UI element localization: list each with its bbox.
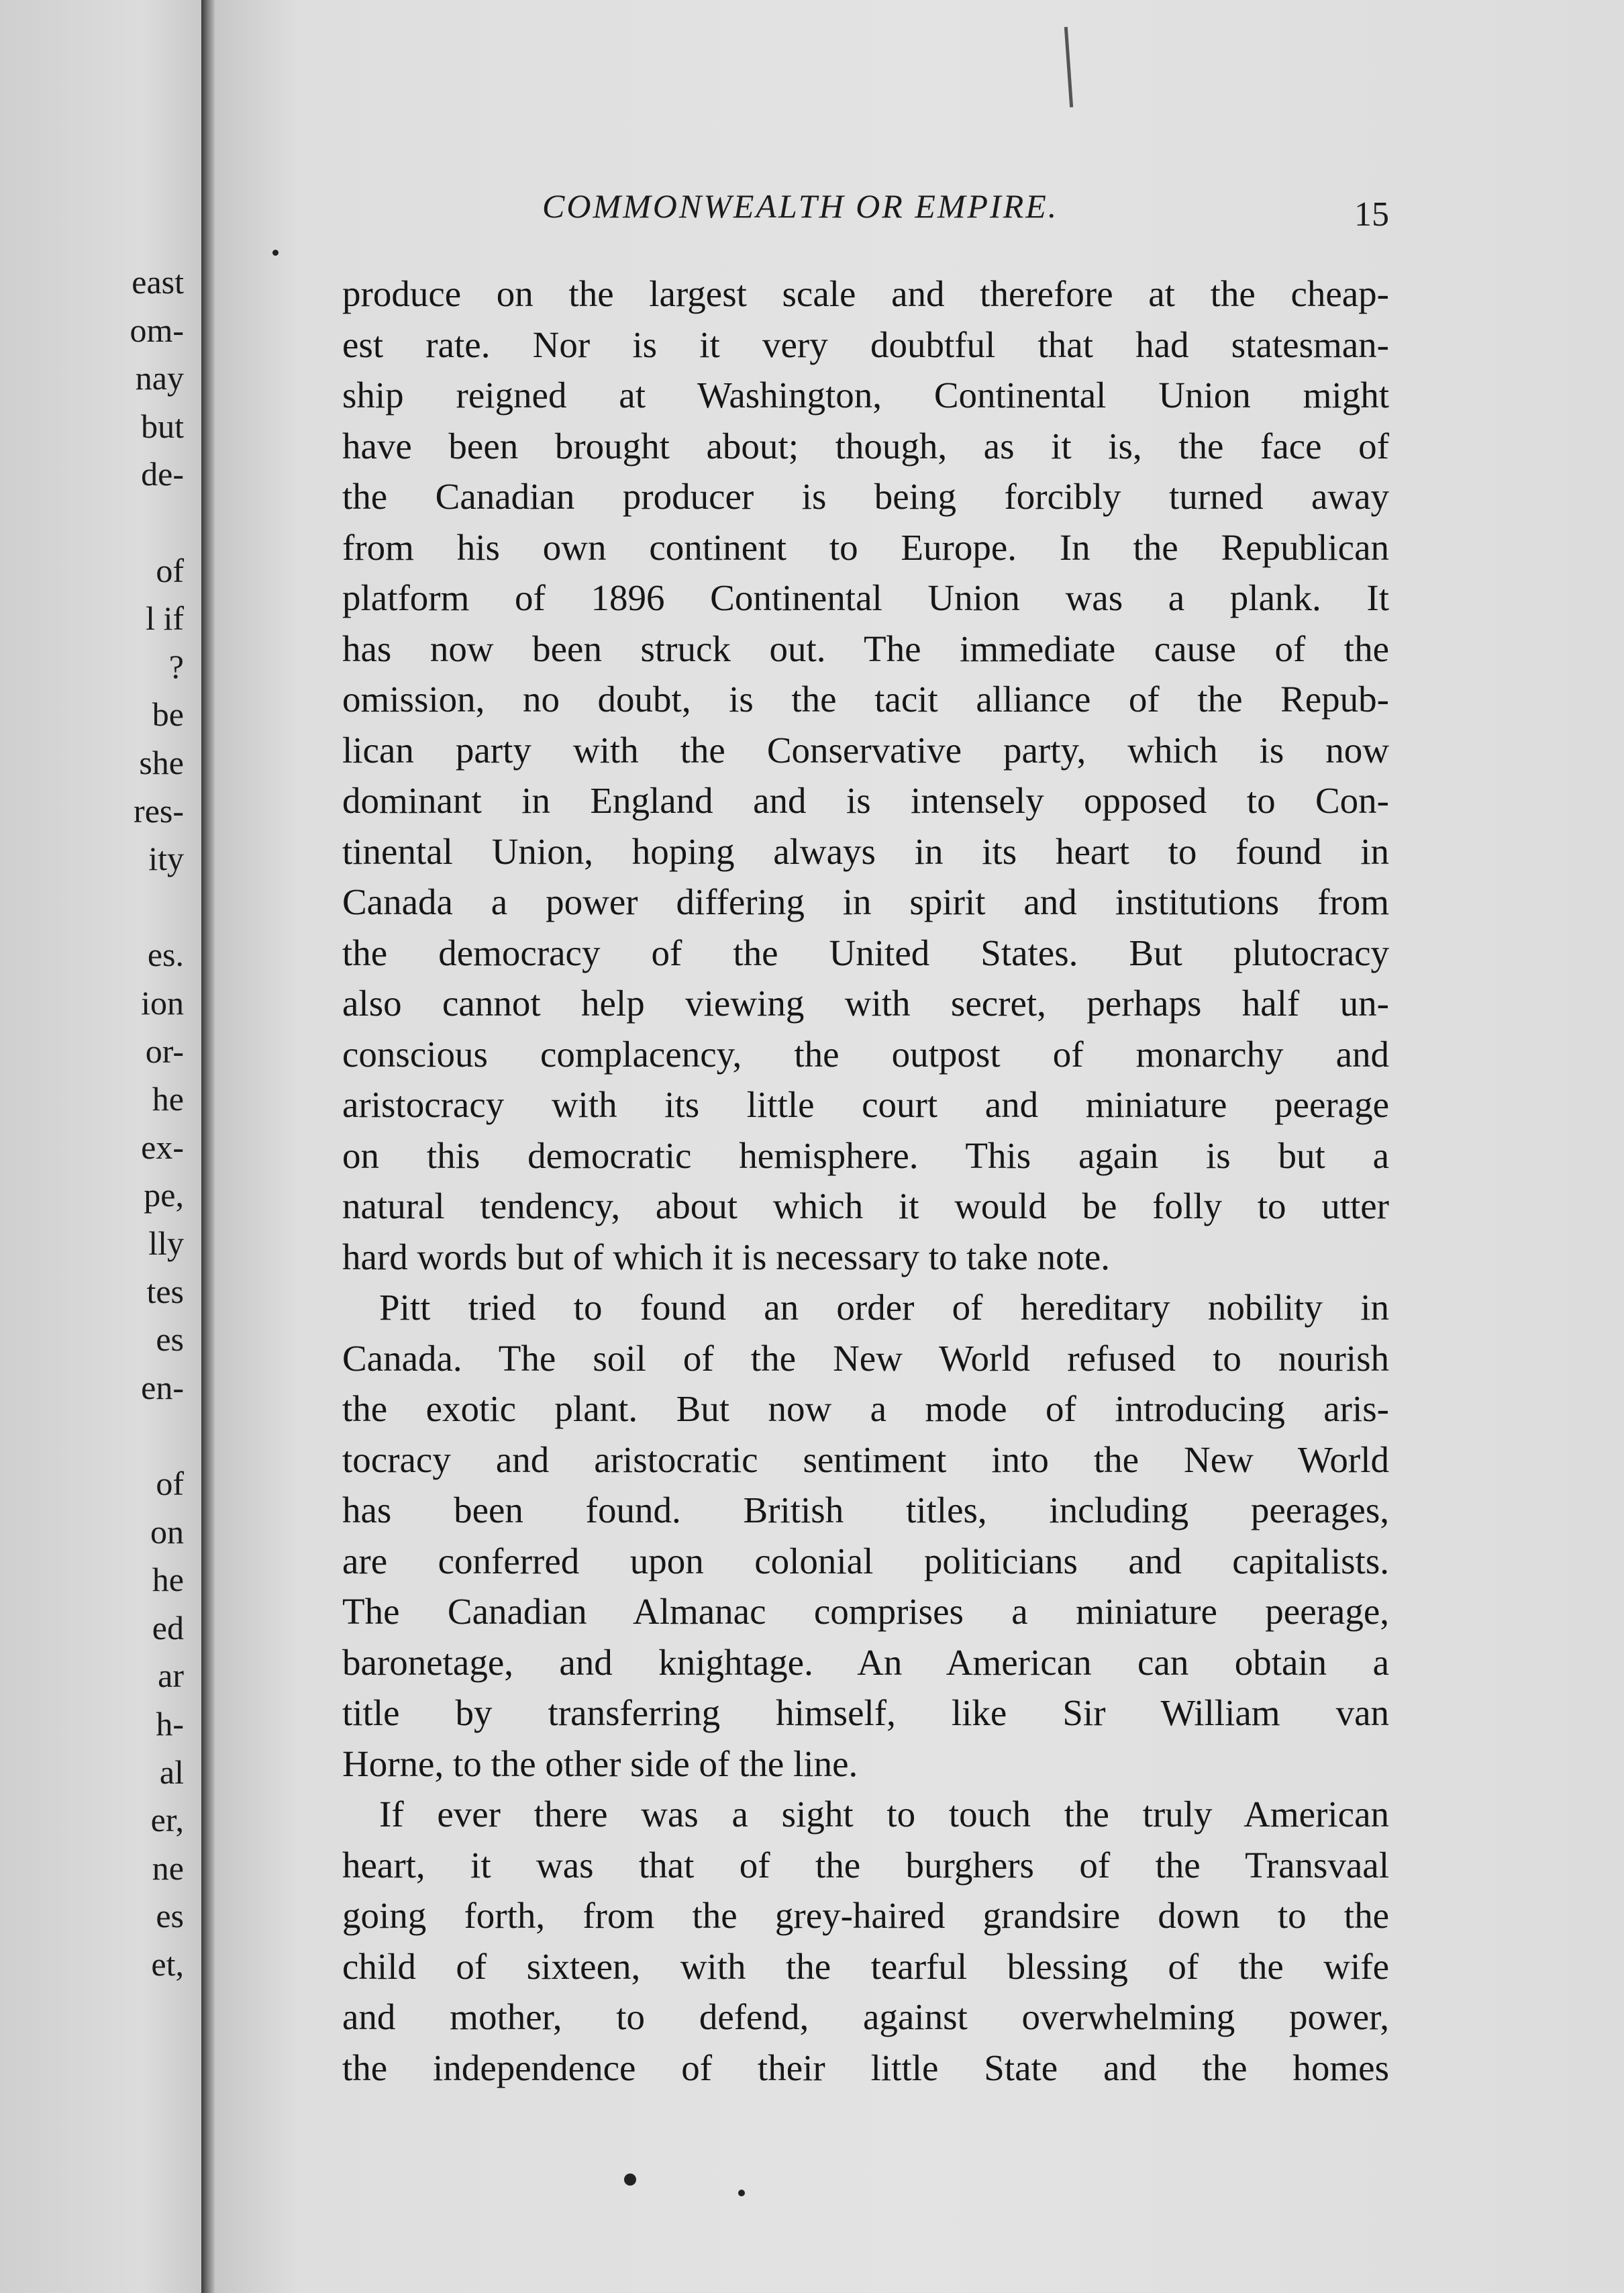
left-page-fragment: or- [145,1032,184,1070]
text-line: tinental Union, hoping always in its heart to found in [342,830,1389,872]
text-line: The Canadian Almanac comprises a miniature peerage, [342,1591,1389,1632]
ink-speck [624,2174,636,2186]
left-page-fragment: nay [135,359,184,397]
text-line: on this democratic hemisphere. This again is but a [342,1134,1389,1176]
text-line: If ever there was a sight to touch the truly American [379,1794,1389,1835]
ink-speck [272,250,278,256]
left-page-fragment: of [156,551,184,589]
text-line: the independence of their little State and the homes [342,2047,1389,2088]
text-line: Canada. The soil of the New World refused to nourish [342,1337,1389,1379]
left-page-fragment: es. [147,936,184,974]
left-page-fragment: pe, [144,1176,184,1214]
left-page-fragment: be [152,695,184,734]
text-line: est rate. Nor is it very doubtful that had statesman- [342,324,1389,365]
paper-crease [1064,27,1073,107]
left-page-fragment: ity [148,840,184,878]
left-page-fragment: ex- [141,1128,184,1166]
text-line: the exotic plant. But now a mode of introducing aris- [342,1388,1389,1429]
text-line: tocracy and aristocratic sentiment into the New World [342,1438,1389,1480]
text-line: hard words but of which it is necessary to take note. [342,1236,1111,1277]
text-line: and mother, to defend, against overwhelming power, [342,1996,1389,2037]
text-line: are conferred upon colonial politicians and capitalists. [342,1540,1389,1581]
text-line: dominant in England and is intensely opposed to Con- [342,780,1389,821]
left-page-fragment: tes [146,1272,184,1310]
left-page-fragment: en- [141,1368,184,1406]
left-page-fragment: lly [148,1224,184,1262]
left-page-fragment: es [156,1320,184,1359]
left-page-fragment: of [156,1465,184,1502]
left-page-fragment: h- [156,1705,184,1743]
text-line: Pitt tried to found an order of hereditary nobility in [379,1287,1389,1328]
ink-speck [738,2190,745,2196]
left-page-fragment: om- [130,311,184,349]
left-page-fragment: er, [150,1801,184,1839]
left-page-fragment: but [141,407,184,445]
text-line: child of sixteen, with the tearful blessing of the wife [342,1945,1389,1987]
text-line: Canada a power differing in spirit and institutions from [342,881,1389,922]
text-line: also cannot help viewing with secret, perhaps half un- [342,983,1389,1024]
left-page-fragment: he [152,1080,184,1118]
text-line: the democracy of the United States. But plutocracy [342,932,1389,973]
left-page-fragment: de- [141,455,184,493]
left-page-fragment: al [159,1753,184,1791]
text-line: have been brought about; though, as it is, the face of [342,425,1389,467]
left-page-fragment: es [156,1897,184,1935]
left-page-fragment: east [132,263,184,301]
left-page-fragment: res- [134,791,184,830]
left-page-fragment: on [150,1512,184,1551]
left-page-fragment: ar [158,1657,184,1695]
left-page-fragment: ed [152,1608,184,1647]
left-page-fragment: ne [152,1849,184,1887]
text-line: omission, no doubt, is the tacit alliance of the Repub- [342,679,1389,720]
body-text [342,269,1389,2093]
left-page-fragment: ion [141,984,184,1022]
text-line: baronetage, and knightage. An American can obtain a [342,1641,1389,1683]
left-page [0,0,201,2293]
left-page-fragment: et, [151,1945,184,1983]
text-line: natural tendency, about which it would be folly to utter [342,1185,1389,1226]
left-page-fragment: she [139,744,184,781]
text-line: heart, it was that of the burghers of the Transvaal [342,1844,1389,1886]
text-line: has been found. British titles, including peerages, [342,1490,1389,1530]
text-line: produce on the largest scale and therefore at the cheap- [342,273,1389,314]
text-line: the Canadian producer is being forcibly turned away [342,476,1389,517]
page-number: 15 [1354,195,1389,234]
text-line: ship reigned at Washington, Continental Union might [342,375,1389,416]
left-page-fragment: ? [168,647,184,685]
text-line: from his own continent to Europe. In the Republican [342,526,1389,568]
text-line: title by transferring himself, like Sir William van [342,1692,1389,1733]
text-line: platform of 1896 Continental Union was a plank. It [342,577,1389,618]
text-line: Horne, to the other side of the line. [342,1743,858,1784]
text-line: lican party with the Conservative party, which is now [342,729,1389,771]
left-page-fragment: he [152,1561,184,1599]
text-line: aristocracy with its little court and miniature peerage [342,1084,1389,1125]
text-line: conscious complacency, the outpost of monarchy and [342,1033,1389,1075]
left-page-fragment: l if [146,599,184,638]
book-gutter [201,0,215,2293]
running-head: COMMONWEALTH OR EMPIRE. [542,187,1059,225]
text-line: going forth, from the grey-haired grandsire down to the [342,1895,1389,1936]
text-line: has now been struck out. The immediate cause of the [342,628,1389,669]
